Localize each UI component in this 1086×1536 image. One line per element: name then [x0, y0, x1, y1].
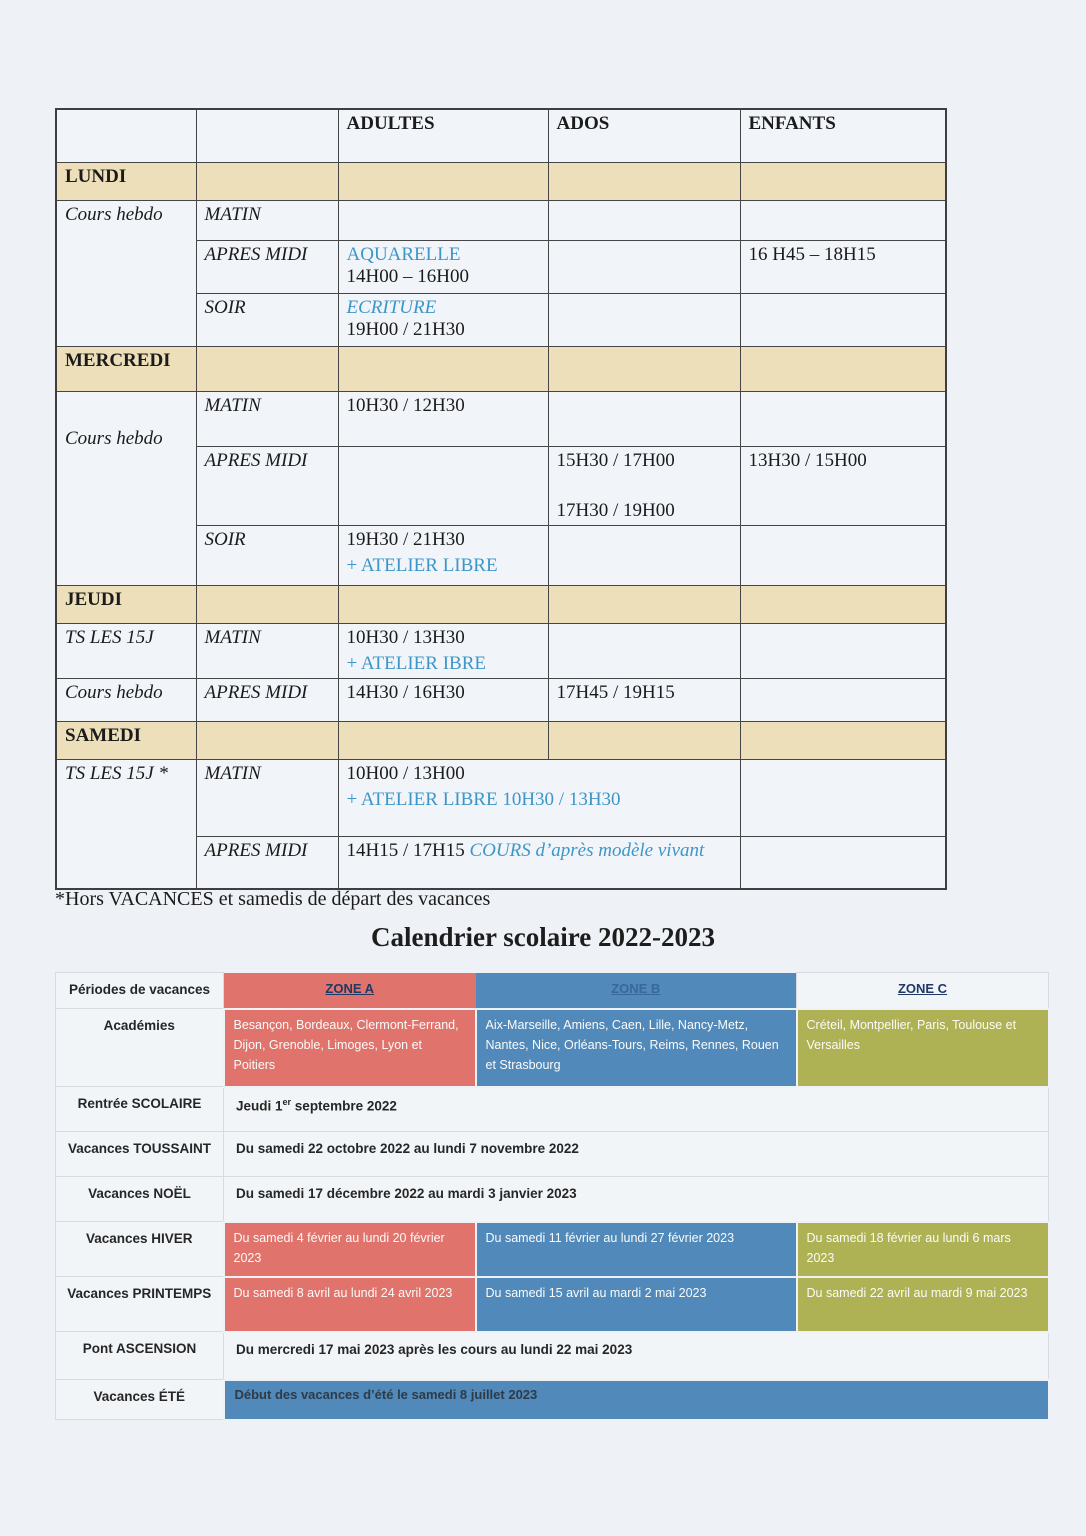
toussaint-value: Du samedi 22 octobre 2022 au lundi 7 novembre 2022 — [224, 1132, 1049, 1177]
row-ascension — [56, 1332, 1049, 1380]
cell-lundi-matin-adultes — [338, 200, 548, 240]
period-lundi-soir: SOIR — [196, 293, 338, 346]
row-label-jeudi-apresmidi: Cours hebdo — [56, 678, 196, 721]
rentree-date-suffix: septembre 2022 — [291, 1098, 397, 1113]
activity-modele-vivant: COURS d’après modèle vivant — [469, 839, 705, 861]
day-row-lundi — [56, 162, 946, 200]
ete-value: Début des vacances d’été le samedi 8 juillet 2023 — [224, 1380, 1049, 1420]
schedule-footnote: *Hors VACANCES et samedis de départ des vacances — [55, 888, 491, 910]
cell-jeudi-matin-ados — [548, 623, 740, 678]
printemps-label: Vacances PRINTEMPS — [56, 1277, 224, 1332]
row-jeudi-apresmidi — [56, 678, 946, 721]
cell-samedi-matin-enfants — [740, 759, 946, 836]
period-lundi-matin: MATIN — [196, 200, 338, 240]
cell-jeudi-matin-adultes — [338, 623, 548, 678]
time-mercredi-ados-2: 17H30 / 19H00 — [556, 499, 675, 521]
cell-mercredi-apresmidi-enfants: 13H30 / 15H00 — [740, 446, 946, 525]
cell-mercredi-matin-adultes: 10H30 / 12H30 — [338, 391, 548, 446]
day-band-cell — [196, 585, 338, 623]
row-mercredi-matin — [56, 391, 946, 446]
time-mercredi-soir: 19H30 / 21H30 — [346, 528, 465, 550]
cell-samedi-apresmidi-enfants — [740, 836, 946, 889]
hiver-zone-a: Du samedi 4 février au lundi 20 février 2023 — [224, 1222, 476, 1277]
time-lundi-apresmidi-adultes: 14H00 – 16H00 — [346, 265, 469, 287]
printemps-zone-a: Du samedi 8 avril au lundi 24 avril 2023 — [224, 1277, 476, 1332]
cell-lundi-soir-ados — [548, 293, 740, 346]
cell-lundi-matin-ados — [548, 200, 740, 240]
hiver-zone-b: Du samedi 11 février au lundi 27 février 2023 — [476, 1222, 797, 1277]
ascension-label: Pont ASCENSION — [56, 1332, 224, 1380]
rentree-label: Rentrée SCOLAIRE — [56, 1087, 224, 1132]
day-band-cell — [338, 346, 548, 391]
academies-zone-c: Créteil, Montpellier, Paris, Toulouse et Versailles — [797, 1009, 1049, 1087]
period-mercredi-soir: SOIR — [196, 525, 338, 585]
extra-samedi-matin: + ATELIER LIBRE 10H30 / 13H30 — [346, 788, 621, 810]
cell-lundi-soir-enfants — [740, 293, 946, 346]
cell-samedi-apresmidi-merged — [338, 836, 740, 889]
day-band-cell — [196, 162, 338, 200]
rentree-date-sup: er — [282, 1096, 292, 1107]
day-band-cell — [338, 162, 548, 200]
hiver-zone-c: Du samedi 18 février au lundi 6 mars 2023 — [797, 1222, 1049, 1277]
day-row-mercredi — [56, 346, 946, 391]
day-name-lundi: LUNDI — [56, 162, 196, 200]
calendar-header-row — [56, 973, 1049, 1009]
row-academies — [56, 1009, 1049, 1087]
cell-lundi-apresmidi-adultes — [338, 240, 548, 293]
day-name-samedi: SAMEDI — [56, 721, 196, 759]
day-band-cell — [740, 346, 946, 391]
day-row-samedi — [56, 721, 946, 759]
zone-b-header: ZONE B — [476, 973, 797, 1009]
extra-mercredi-soir: + ATELIER LIBRE — [346, 554, 498, 576]
hiver-label: Vacances HIVER — [56, 1222, 224, 1277]
cell-mercredi-matin-enfants — [740, 391, 946, 446]
ascension-value: Du mercredi 17 mai 2023 après les cours au lundi 22 mai 2023 — [224, 1332, 1049, 1380]
row-label-jeudi-matin: TS LES 15J — [56, 623, 196, 678]
period-jeudi-matin: MATIN — [196, 623, 338, 678]
schedule-table — [55, 108, 947, 890]
time-lundi-soir-adultes: 19H00 / 21H30 — [346, 318, 465, 340]
printemps-zone-b: Du samedi 15 avril au mardi 2 mai 2023 — [476, 1277, 797, 1332]
cell-samedi-matin-merged — [338, 759, 740, 836]
zone-c-header: ZONE C — [797, 973, 1049, 1009]
calendar-table — [55, 972, 1050, 1421]
header-empty-1 — [56, 109, 196, 162]
cell-mercredi-soir-adultes — [338, 525, 548, 585]
day-band-cell — [196, 721, 338, 759]
activity-ecriture: ECRITURE — [346, 296, 437, 318]
row-label-lundi: Cours hebdo — [56, 200, 196, 346]
row-label-samedi: TS LES 15J * — [56, 759, 196, 889]
row-toussaint — [56, 1132, 1049, 1177]
cell-mercredi-apresmidi-ados — [548, 446, 740, 525]
extra-jeudi-matin: + ATELIER IBRE — [346, 652, 486, 674]
day-band-cell — [740, 162, 946, 200]
row-label-mercredi: Cours hebdo — [56, 391, 196, 585]
day-band-cell — [196, 346, 338, 391]
calendar-title: Calendrier scolaire 2022-2023 — [371, 922, 715, 952]
day-band-cell — [338, 585, 548, 623]
col-header-ados: ADOS — [548, 109, 740, 162]
row-ete — [56, 1380, 1049, 1420]
cell-mercredi-apresmidi-adultes — [338, 446, 548, 525]
header-empty-2 — [196, 109, 338, 162]
col-header-adultes: ADULTES — [338, 109, 548, 162]
time-samedi-apresmidi: 14H15 / 17H15 — [346, 839, 465, 861]
row-hiver — [56, 1222, 1049, 1277]
period-mercredi-apresmidi: APRES MIDI — [196, 446, 338, 525]
schedule-header-row — [56, 109, 946, 162]
cell-mercredi-soir-enfants — [740, 525, 946, 585]
calendar-header-label: Périodes de vacances — [56, 973, 224, 1009]
row-jeudi-matin — [56, 623, 946, 678]
zone-a-header: ZONE A — [224, 973, 476, 1009]
cell-jeudi-apresmidi-ados: 17H45 / 19H15 — [548, 678, 740, 721]
col-header-enfants: ENFANTS — [740, 109, 946, 162]
time-samedi-matin: 10H00 / 13H00 — [346, 762, 465, 784]
time-mercredi-ados-1: 15H30 / 17H00 — [556, 449, 675, 471]
rentree-value — [224, 1087, 1049, 1132]
period-samedi-apresmidi: APRES MIDI — [196, 836, 338, 889]
cell-jeudi-apresmidi-enfants — [740, 678, 946, 721]
cell-lundi-matin-enfants — [740, 200, 946, 240]
activity-aquarelle: AQUARELLE — [346, 243, 461, 265]
day-name-jeudi: JEUDI — [56, 585, 196, 623]
row-printemps — [56, 1277, 1049, 1332]
academies-label: Académies — [56, 1009, 224, 1087]
day-band-cell — [548, 585, 740, 623]
cell-mercredi-soir-ados — [548, 525, 740, 585]
day-band-cell — [548, 721, 740, 759]
cell-jeudi-matin-enfants — [740, 623, 946, 678]
period-samedi-matin: MATIN — [196, 759, 338, 836]
day-band-cell — [338, 721, 548, 759]
cell-lundi-apresmidi-ados — [548, 240, 740, 293]
toussaint-label: Vacances TOUSSAINT — [56, 1132, 224, 1177]
cell-mercredi-matin-ados — [548, 391, 740, 446]
cell-lundi-soir-adultes — [338, 293, 548, 346]
noel-value: Du samedi 17 décembre 2022 au mardi 3 janvier 2023 — [224, 1177, 1049, 1222]
noel-label: Vacances NOËL — [56, 1177, 224, 1222]
day-band-cell — [548, 346, 740, 391]
time-jeudi-matin: 10H30 / 13H30 — [346, 626, 465, 648]
academies-zone-b: Aix-Marseille, Amiens, Caen, Lille, Nancy-Metz, Nantes, Nice, Orléans-Tours, Reims, Rennes, Rouen et Strasbourg — [476, 1009, 797, 1087]
day-band-cell — [740, 721, 946, 759]
rentree-date-prefix: Jeudi 1 — [236, 1098, 283, 1113]
row-noel — [56, 1177, 1049, 1222]
period-lundi-apresmidi: APRES MIDI — [196, 240, 338, 293]
ete-label: Vacances ÉTÉ — [56, 1380, 224, 1420]
row-rentree — [56, 1087, 1049, 1132]
period-mercredi-matin: MATIN — [196, 391, 338, 446]
row-lundi-matin — [56, 200, 946, 240]
day-name-mercredi: MERCREDI — [56, 346, 196, 391]
day-band-cell — [548, 162, 740, 200]
academies-zone-a: Besançon, Bordeaux, Clermont-Ferrand, Dijon, Grenoble, Limoges, Lyon et Poitiers — [224, 1009, 476, 1087]
printemps-zone-c: Du samedi 22 avril au mardi 9 mai 2023 — [797, 1277, 1049, 1332]
day-row-jeudi — [56, 585, 946, 623]
cell-lundi-apresmidi-enfants: 16 H45 – 18H15 — [740, 240, 946, 293]
row-samedi-matin — [56, 759, 946, 836]
cell-jeudi-apresmidi-adultes: 14H30 / 16H30 — [338, 678, 548, 721]
day-band-cell — [740, 585, 946, 623]
period-jeudi-apresmidi: APRES MIDI — [196, 678, 338, 721]
